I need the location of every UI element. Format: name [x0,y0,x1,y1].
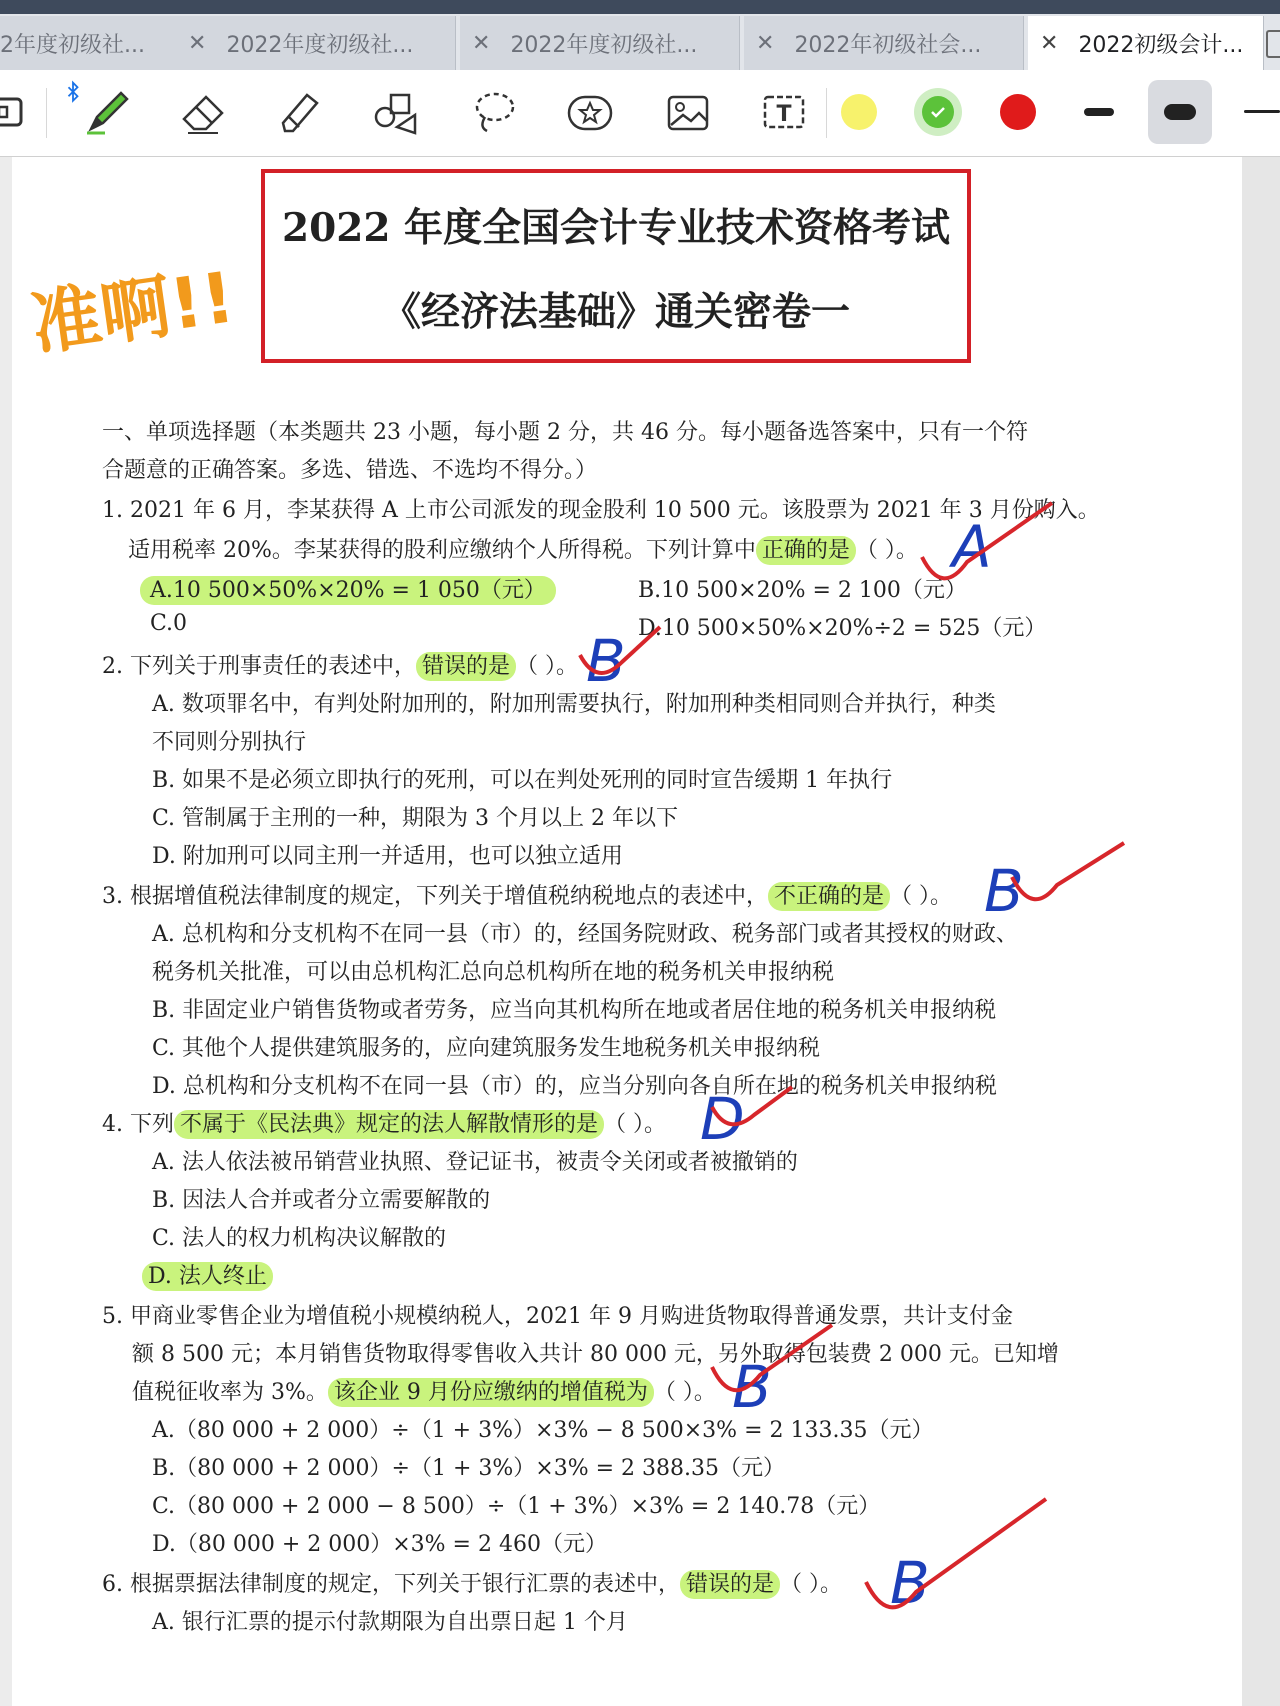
window-top-strip [0,0,1280,14]
shapes-icon[interactable] [368,84,424,140]
stroke-width-thin[interactable] [1244,110,1280,113]
section-header: 一、单项选择题（本类题共 23 小题，每小题 2 分，共 46 分。每小题备选答案中，只有一个符 [102,420,1028,445]
handwritten-answer-3: B [984,857,1024,925]
q3-option-a-cont: 税务机关批准，可以由总机构汇总向总机构所在地的税务机关申报纳税 [152,960,835,985]
color-yellow[interactable] [841,94,877,130]
stroke-width-thick[interactable] [1164,104,1196,120]
tab-label: 2022年初级社会... [794,32,982,58]
svg-text:T: T [776,102,792,127]
tab-4[interactable] [744,16,1024,70]
selected-check-icon [922,96,954,128]
close-icon[interactable]: ✕ [756,30,775,56]
q1-option-b: B.10 500×20% = 2 100（元） [638,578,967,603]
tab-label: 2年度初级社... [0,32,145,58]
page-subtitle: 《经济法基础》通关密卷一 [381,289,850,335]
page-layout-icon[interactable] [0,84,38,140]
question-5-stem: 5. 甲商业零售企业为增值税小规模纳税人，2021 年 9 月购进货物取得普通发票，共计支付金 [102,1304,1013,1329]
checkmark-icon [1012,843,1124,899]
q2-option-d: D. 附加刑可以同主刑一并适用，也可以独立适用 [152,844,623,869]
q5-option-b: B.（80 000 + 2 000）÷（1 + 3%）×3% = 2 388.35（元） [152,1456,786,1481]
q5-option-a: A.（80 000 + 2 000）÷（1 + 3%）×3% − 8 500×3% = 2 133.35（元） [152,1418,934,1443]
q5-option-d: D.（80 000 + 2 000）×3% = 2 460（元） [152,1532,607,1557]
tab-5-active[interactable] [1028,16,1264,70]
tab-label: 2022年度初级社... [226,32,414,58]
q3-option-b: B. 非固定业户销售货物或者劳务，应当向其机构所在地或者居住地的税务机关申报纳税 [152,998,997,1023]
question-3-stem: 3. 根据增值税法律制度的规定，下列关于增值税纳税地点的表述中， 不正确的是 （ ）。 [102,884,953,909]
question-2-stem: 2. 下列关于刑事责任的表述中， 错误的是 （ ）。 [102,654,578,679]
lasso-icon[interactable] [466,84,522,140]
question-5-stem-cont2: 值税征收率为 3%。 该企业 9 月份应缴纳的增值税为 （ ）。 [132,1380,716,1405]
q2-option-a: A. 数项罪名中，有判处附加刑的，附加刑需要执行，附加刑种类相同则合并执行，种类 [152,692,996,717]
q2-option-a-cont: 不同则分别执行 [152,730,307,755]
highlight: 不正确的是 [768,882,890,911]
tab-overflow-icon[interactable] [1266,30,1280,58]
highlighter-icon[interactable] [272,84,328,140]
page-title: 2022 年度全国会计专业技术资格考试 [281,205,951,251]
document-page[interactable] [12,157,1242,1706]
text-icon[interactable] [756,84,812,140]
eraser-icon[interactable] [175,84,231,140]
q4-option-d: D. 法人终止 [142,1259,273,1290]
toolbar-divider [826,88,827,138]
annotation-toolbar [0,70,1280,157]
q3-option-a: A. 总机构和分支机构不在同一县（市）的，经国务院财政、税务部门或者其授权的财政、 [152,922,1018,947]
stroke-width-medium[interactable] [1084,108,1114,116]
q2-option-c: C. 管制属于主刑的一种，期限为 3 个月以上 2 年以下 [152,806,679,831]
handwritten-answer-5: B [732,1353,772,1421]
handwritten-answer-4: D [700,1085,745,1153]
image-icon[interactable] [660,84,716,140]
tab-label: 2022年度初级社... [510,32,698,58]
close-icon[interactable]: ✕ [188,30,207,56]
color-red[interactable] [1000,94,1036,130]
handwritten-answer-2: B [586,627,626,695]
handwritten-answer-6: B [890,1549,930,1617]
question-1-stem: 1. 2021 年 6 月，李某获得 A 上市公司派发的现金股利 10 500 元。该股票为 2021 年 3 月份购入。 [102,498,1100,523]
page-margin [1242,157,1280,1706]
q4-option-a: A. 法人依法被吊销营业执照、登记证书，被责令关闭或者被撤销的 [152,1150,798,1175]
question-1-stem-cont: 适用税率 20%。李某获得的股利应缴纳个人所得税。下列计算中 正确的是 （ ）。 [128,538,918,563]
highlight: 错误的是 [680,1570,780,1599]
q5-option-c: C.（80 000 + 2 000 − 8 500）÷（1 + 3%）×3% = 2 140.78（元） [152,1494,881,1519]
close-icon[interactable]: ✕ [1040,30,1059,56]
title-box [261,169,971,363]
close-icon[interactable]: ✕ [472,30,491,56]
toolbar-divider [46,88,47,138]
highlight: 不属于《民法典》规定的法人解散情形的是 [174,1110,604,1139]
q4-option-b: B. 因法人合并或者分立需要解散的 [152,1188,491,1213]
q1-option-a: A.10 500×50%×20% = 1 050（元） [140,573,556,604]
tab-2[interactable] [176,16,456,70]
tab-label: 2022初级会计... [1078,32,1244,58]
highlight: 正确的是 [756,536,856,565]
q1-option-d: D.10 500×50%×20%÷2 = 525（元） [638,616,1047,641]
pen-icon[interactable] [80,84,136,140]
question-4-stem: 4. 下列 不属于《民法典》规定的法人解散情形的是 （ ）。 [102,1112,666,1137]
q6-option-a: A. 银行汇票的提示付款期限为自出票日起 1 个月 [152,1610,628,1635]
q1-option-c: C.0 [150,611,188,636]
handwritten-note: 准啊!! [26,256,240,366]
color-green-selected[interactable] [914,88,962,136]
highlight: 错误的是 [416,652,516,681]
q4-option-c: C. 法人的权力机构决议解散的 [152,1226,447,1251]
highlight: 该企业 9 月份应缴纳的增值税为 [328,1378,654,1407]
q2-option-b: B. 如果不是必须立即执行的死刑，可以在判处死刑的同时宣告缓期 1 年执行 [152,768,893,793]
question-5-stem-cont: 额 8 500 元；本月销售货物取得零售收入共计 80 000 元，另外取得包装费 2 000 元。已知增 [132,1342,1059,1367]
question-6-stem: 6. 根据票据法律制度的规定，下列关于银行汇票的表述中， 错误的是 （ ）。 [102,1572,843,1597]
tab-bar [0,0,1280,70]
q3-option-c: C. 其他个人提供建筑服务的，应向建筑服务发生地税务机关申报纳税 [152,1036,821,1061]
section-header-cont: 合题意的正确答案。多选、错选、不选均不得分。） [102,458,598,483]
sticker-icon[interactable] [562,84,618,140]
tab-3[interactable] [460,16,740,70]
q3-option-d: D. 总机构和分支机构不在同一县（市）的，应当分别向各自所在地的税务机关申报纳税 [152,1074,997,1099]
handwritten-answer-1: A [952,513,992,581]
